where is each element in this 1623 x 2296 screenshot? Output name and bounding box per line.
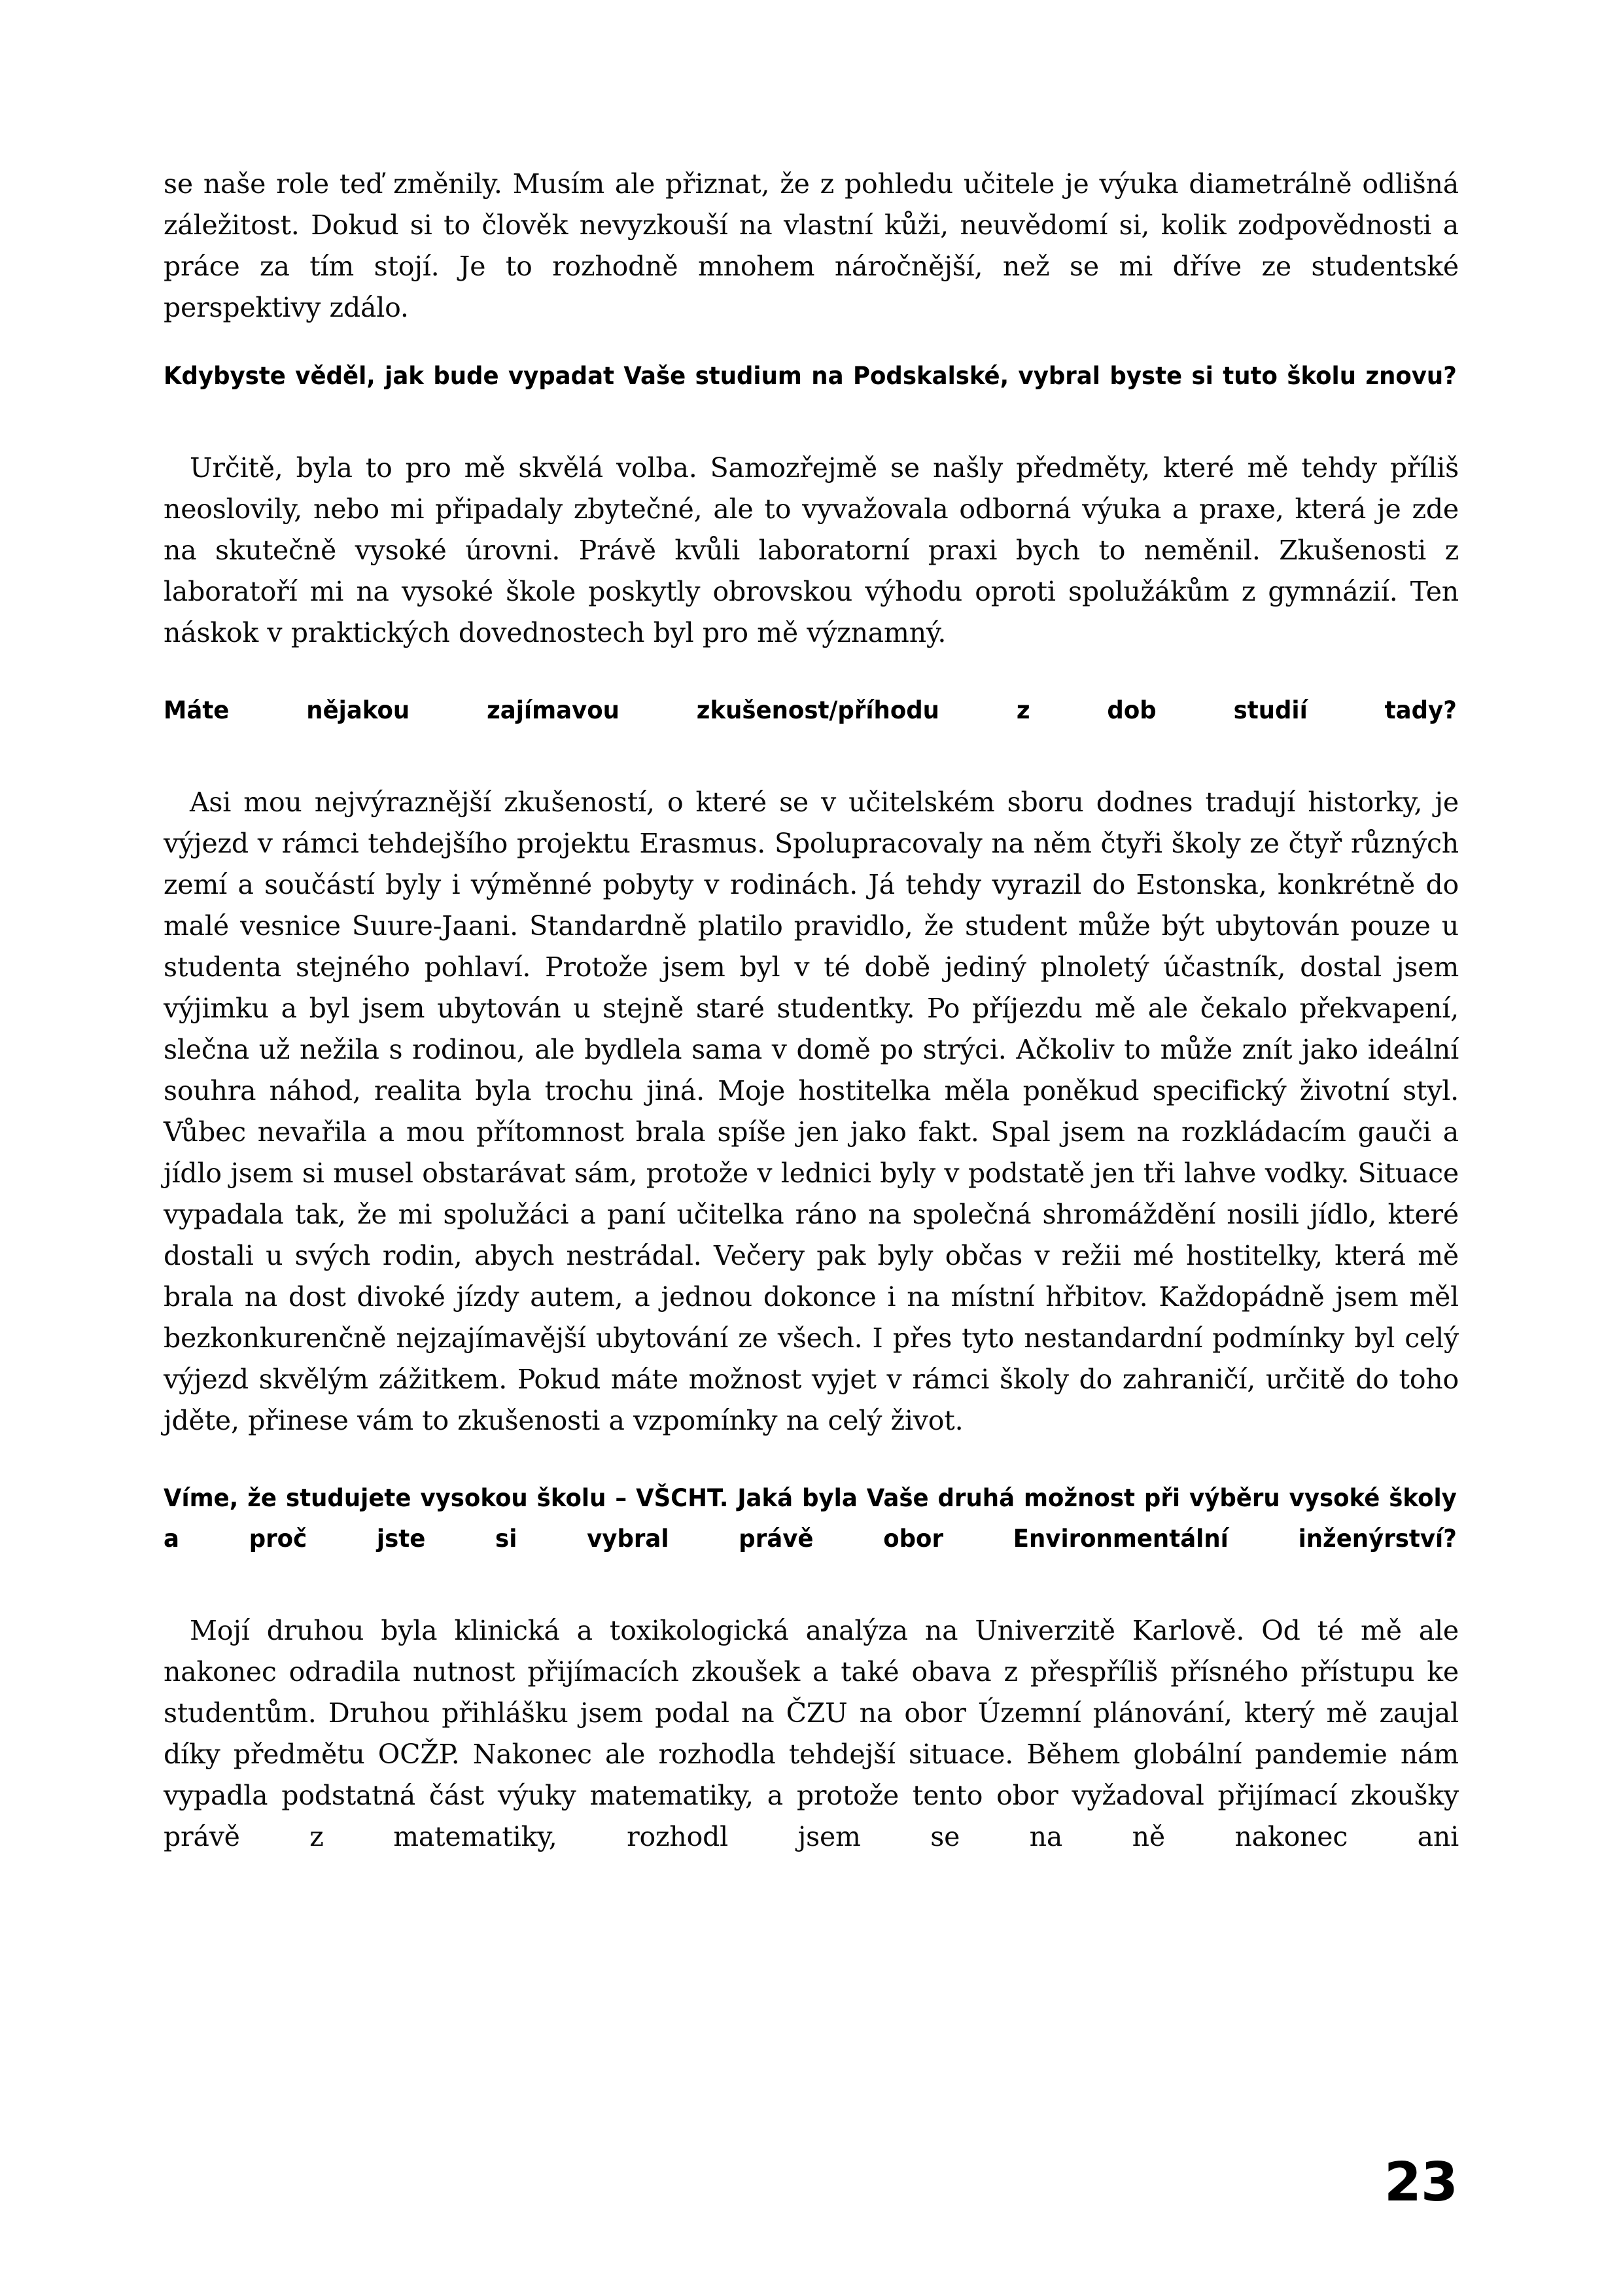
- question-heading-1: Kdybyste věděl, jak bude vypadat Vaše studium na Podskalské, vybral byste si tuto školu znovu?: [164, 362, 1457, 390]
- answer-paragraph-3: Mojí druhou byla klinická a toxikologická analýza na Univerzitě Karlově. Od té mě ale nakonec odradila nutnost přijímacích zkoušek a také obava z přespříliš přísného přístupu ke studentům. Druhou přihlášku jsem podal na ČZU na obor Územní plánování, který mě zaujal díky předmětu OCŽP. Nakonec ale rozhodla tehdejší situace. Během globální pandemie nám vypadla podstatná část výuky matematiky, a protože tento obor vyžadoval přijímací zkoušky právě z matematiky, rozhodl jsem se na ně nakonec ani: [164, 1615, 1459, 1852]
- question-heading-2: Máte nějakou zajímavou zkušenost/příhodu z dob studií tady?: [164, 696, 1457, 724]
- paragraph-continuation: se naše role teď změnily. Musím ale přiznat, že z pohledu učitele je výuka diametrálně odlišná záležitost. Dokud si to člověk nevyzkouší na vlastní kůži, neuvědomí si, kolik zodpovědnosti a práce za tím stojí. Je to rozhodně mnohem náročnější, než se mi dříve ze studentské perspektivy zdálo.: [164, 168, 1459, 323]
- question-heading-3-part-b: . Jaká byla Vaše druhá možnost při výběru vysoké školy a proč jste si vybral právě obor Environmentální inženýrství?: [164, 1484, 1457, 1553]
- answer-paragraph-1: Určitě, byla to pro mě skvělá volba. Samozřejmě se našly předměty, které mě tehdy příliš neoslovily, nebo mi připadaly zbytečné, ale to vyvažovala odborná výuka a praxe, která je zde na skutečně vysoké úrovni. Právě kvůli laboratorní praxi bych to neměnil. Zkušenosti z laboratoří mi na vysoké škole poskytly obrovskou výhodu oproti spolužákům z gymnázií. Ten náskok v praktických dovednostech byl pro mě významný.: [164, 452, 1459, 648]
- answer-paragraph-2: Asi mou nejvýraznější zkušeností, o které se v učitelském sboru dodnes tradují historky, je výjezd v rámci tehdejšího projektu Erasmus. Spolupracovaly na něm čtyři školy ze čtyř různých zemí a součástí byly i výměnné pobyty v rodinách. Já tehdy vyrazil do Estonska, konkrétně do malé vesnice Suure-Jaani. Standardně platilo pravidlo, že student může být ubytován pouze u studenta stejného pohlaví. Protože jsem byl v té době jediný plnoletý účastník, dostal jsem výjimku a byl jsem ubytován u stejně staré studentky. Po příjezdu mě ale čekalo překvapení, slečna už nežila s rodinou, ale bydlela sama v domě po strýci. Ačkoliv to může znít jako ideální souhra náhod, realita byla trochu jiná. Moje hostitelka měla poněkud specifický životní styl. Vůbec nevařila a mou přítomnost brala spíše jen jako fakt. Spal jsem na rozkládacím gauči a jídlo jsem si musel obstarávat sám, protože v lednici byly v podstatě jen tři lahve vodky. Situace vypadala tak, že mi spolužáci a paní učitelka ráno na společná shromáždění nosili jídlo, které dostali u svých rodin, abych nestrádal. Večery pak byly občas v režii mé hostitelky, která mě brala na dost divoké jízdy autem, a jednou dokonce i na místní hřbitov. Každopádně jsem měl bezkonkurenčně nejzajímavější ubytování ze všech. I přes tyto nestandardní podmínky byl celý výjezd skvělým zážitkem. Pokud máte možnost vyjet v rámci školy do zahraničí, určitě do toho jděte, přinese vám to zkušenosti a vzpomínky na celý život.: [164, 786, 1459, 1436]
- page-number: 23: [1384, 2151, 1457, 2214]
- question-heading-3: [164, 1478, 1457, 1600]
- question-heading-3-part-a: Víme, že studujete vysokou školu – VŠCHT: [164, 1484, 720, 1512]
- page-content: [164, 164, 1459, 1899]
